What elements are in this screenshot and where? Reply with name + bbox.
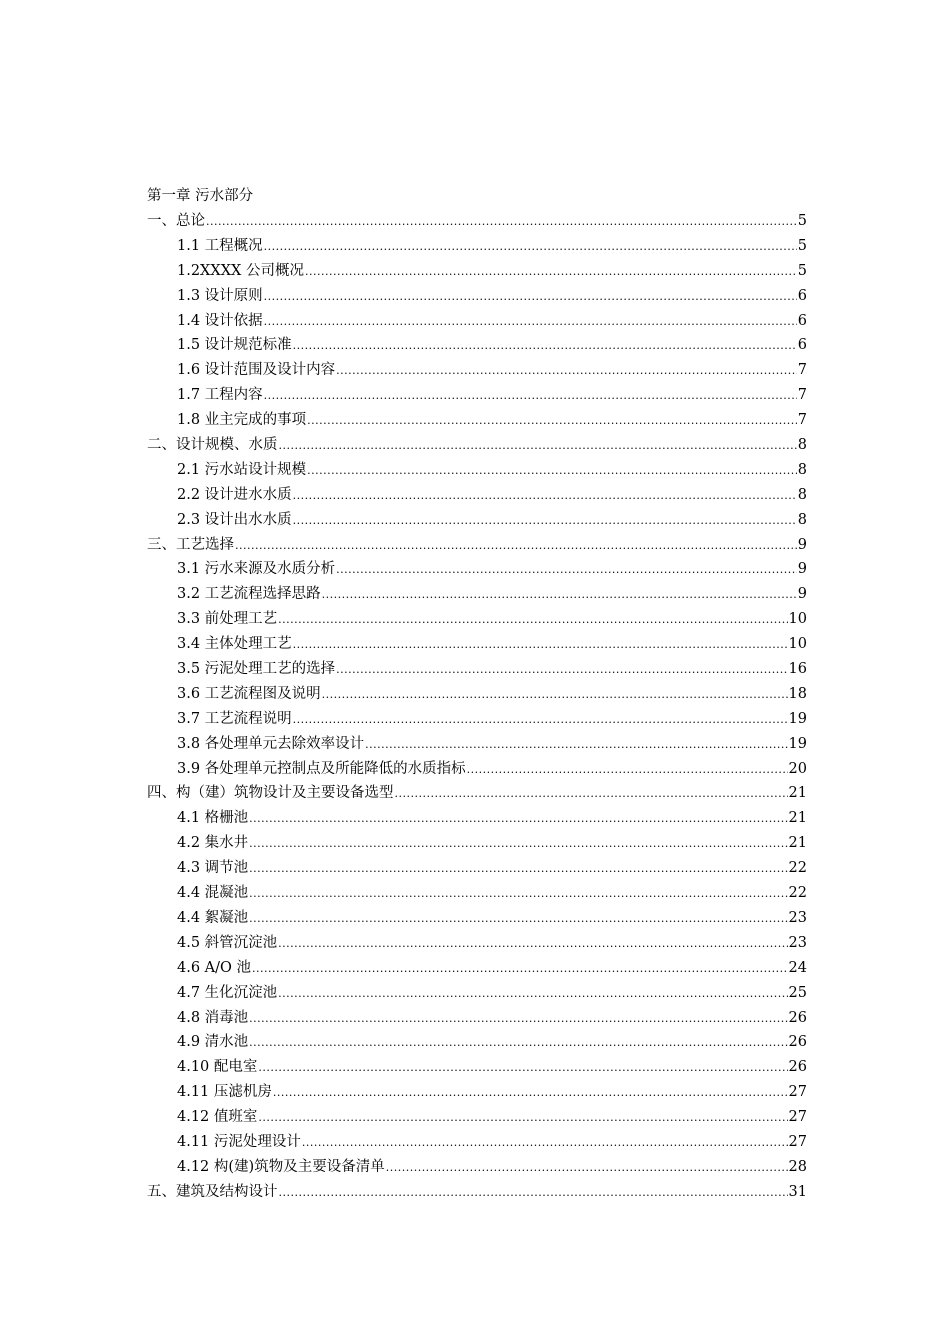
toc-entry-title: 4.4 絮凝池 — [177, 909, 249, 926]
toc-dot-leader — [252, 957, 788, 982]
toc-page-number: 7 — [797, 387, 807, 404]
toc-dot-leader — [305, 260, 797, 285]
toc-entry-title: 3.8 各处理单元去除效率设计 — [177, 735, 365, 752]
toc-dot-leader — [249, 832, 787, 857]
toc-entry-title: 1.5 设计规范标准 — [177, 337, 292, 354]
toc-entry-title: 4.11 污泥处理设计 — [177, 1133, 301, 1150]
toc-entry-title: 4.4 混凝池 — [177, 885, 249, 902]
toc-dot-leader — [302, 1131, 788, 1156]
toc-dot-leader — [307, 459, 797, 484]
toc-entry-title: 三、工艺选择 — [147, 536, 234, 553]
toc-entry-title: 4.12 值班室 — [177, 1109, 258, 1126]
toc-page-number: 22 — [788, 885, 807, 902]
toc-subsection-entry[interactable] — [147, 259, 807, 284]
toc-entry-title: 4.9 清水池 — [177, 1034, 249, 1051]
toc-page-number: 21 — [788, 785, 807, 802]
toc-subsection-entry[interactable] — [147, 682, 807, 707]
toc-page-number: 27 — [788, 1109, 807, 1126]
toc-subsection-entry[interactable] — [147, 956, 807, 981]
toc-subsection-entry[interactable] — [147, 408, 807, 433]
toc-dot-leader — [264, 285, 797, 310]
toc-subsection-entry[interactable] — [147, 1030, 807, 1055]
toc-page-number: 8 — [797, 437, 807, 454]
toc-subsection-entry[interactable] — [147, 309, 807, 334]
toc-dot-leader — [249, 882, 787, 907]
toc-page-number: 27 — [788, 1133, 807, 1150]
toc-dot-leader — [293, 633, 788, 658]
toc-entry-title: 1.1 工程概况 — [177, 237, 263, 254]
toc-entry-title: 2.2 设计进水水质 — [177, 486, 292, 503]
toc-page-number: 5 — [797, 213, 807, 229]
toc-page-number: 22 — [788, 860, 807, 877]
toc-subsection-entry[interactable] — [147, 906, 807, 931]
toc-page-number: 8 — [797, 511, 807, 528]
toc-page-number: 19 — [788, 735, 807, 752]
toc-subsection-entry[interactable] — [147, 1155, 807, 1180]
toc-subsection-entry[interactable] — [147, 582, 807, 607]
toc-page-number: 8 — [797, 486, 807, 503]
toc-entry-title: 2.3 设计出水水质 — [177, 511, 292, 528]
toc-page-number: 23 — [788, 909, 807, 926]
toc-subsection-entry[interactable] — [147, 1006, 807, 1031]
toc-entry-title: 二、设计规模、水质 — [147, 437, 278, 454]
toc-list — [147, 209, 807, 1205]
toc-entry-title: 3.2 工艺流程选择思路 — [177, 586, 321, 603]
toc-section-entry[interactable] — [147, 209, 807, 234]
toc-page-number: 18 — [788, 685, 807, 702]
toc-subsection-entry[interactable] — [147, 707, 807, 732]
toc-dot-leader — [322, 683, 788, 708]
toc-dot-leader — [467, 758, 788, 783]
toc-page-number: 5 — [797, 262, 807, 279]
toc-dot-leader — [386, 1156, 788, 1181]
toc-dot-leader — [293, 334, 797, 359]
toc-dot-leader — [249, 1007, 787, 1032]
toc-entry-title: 1.8 业主完成的事项 — [177, 412, 307, 429]
toc-entry-title: 3.9 各处理单元控制点及所能降低的水质指标 — [177, 760, 466, 777]
toc-page-number: 19 — [788, 710, 807, 727]
toc-page-number: 25 — [788, 984, 807, 1001]
toc-entry-title: 一、总论 — [147, 213, 205, 229]
toc-page-number: 6 — [797, 337, 807, 354]
toc-section-entry[interactable] — [147, 433, 807, 458]
toc-subsection-entry[interactable] — [147, 931, 807, 956]
toc-page-number: 6 — [797, 287, 807, 304]
toc-entry-title: 4.8 消毒池 — [177, 1009, 249, 1026]
toc-entry-title: 1.3 设计原则 — [177, 287, 263, 304]
toc-dot-leader — [395, 782, 788, 807]
toc-section-entry[interactable] — [147, 1180, 807, 1205]
toc-dot-leader — [278, 932, 787, 957]
toc-page-number: 31 — [788, 1183, 807, 1200]
toc-entry-title: 3.3 前处理工艺 — [177, 611, 278, 628]
toc-page-number: 10 — [788, 636, 807, 653]
toc-entry-title: 1.7 工程内容 — [177, 387, 263, 404]
toc-entry-title: 4.1 格栅池 — [177, 810, 249, 827]
toc-entry-title: 3.5 污泥处理工艺的选择 — [177, 661, 336, 678]
toc-entry-title: 3.1 污水来源及水质分析 — [177, 561, 336, 578]
toc-entry-title: 4.6 A/O 池 — [177, 959, 252, 976]
toc-page-number: 5 — [797, 237, 807, 254]
toc-entry-title: 1.6 设计范围及设计内容 — [177, 362, 336, 379]
toc-page-number: 26 — [788, 1009, 807, 1026]
toc-subsection-entry[interactable] — [147, 831, 807, 856]
toc-entry-title: 3.4 主体处理工艺 — [177, 636, 292, 653]
toc-subsection-entry[interactable] — [147, 383, 807, 408]
toc-subsection-entry[interactable] — [147, 483, 807, 508]
toc-dot-leader — [279, 434, 797, 459]
toc-dot-leader — [365, 733, 787, 758]
toc-page-number: 23 — [788, 934, 807, 951]
toc-page-number: 28 — [788, 1158, 807, 1175]
toc-dot-leader — [336, 558, 797, 583]
toc-page-number: 7 — [797, 362, 807, 379]
toc-entry-title: 2.1 污水站设计规模 — [177, 461, 307, 478]
toc-entry-title: 4.11 压滤机房 — [177, 1084, 272, 1101]
toc-subsection-entry[interactable] — [147, 333, 807, 358]
toc-dot-leader — [249, 807, 787, 832]
toc-page-number: 27 — [788, 1084, 807, 1101]
toc-entry-title: 4.3 调节池 — [177, 860, 249, 877]
toc-entry-title: 4.12 构(建)筑物及主要设备清单 — [177, 1158, 385, 1175]
toc-page-number: 21 — [788, 810, 807, 827]
toc-subsection-entry[interactable] — [147, 284, 807, 309]
toc-subsection-entry[interactable] — [147, 1130, 807, 1155]
chapter-title: 第一章 污水部分 — [147, 188, 254, 204]
toc-subsection-entry[interactable] — [147, 657, 807, 682]
toc-subsection-entry[interactable] — [147, 981, 807, 1006]
toc-entry-title: 4.2 集水井 — [177, 835, 249, 852]
toc-dot-leader — [249, 907, 787, 932]
toc-dot-leader — [249, 1031, 787, 1056]
toc-subsection-entry[interactable] — [147, 632, 807, 657]
toc-entry-title: 3.7 工艺流程说明 — [177, 710, 292, 727]
toc-page-number: 8 — [797, 461, 807, 478]
toc-subsection-entry[interactable] — [147, 234, 807, 259]
toc-page-number: 16 — [788, 661, 807, 678]
toc-section-entry[interactable] — [147, 533, 807, 558]
toc-dot-leader — [273, 1081, 788, 1106]
toc-entry-title: 4.10 配电室 — [177, 1059, 258, 1076]
toc-entry-title: 3.6 工艺流程图及说明 — [177, 685, 321, 702]
table-of-contents — [147, 184, 807, 1205]
toc-section-entry[interactable] — [147, 781, 807, 806]
toc-dot-leader — [264, 235, 797, 260]
toc-entry-title: 五、建筑及结构设计 — [147, 1183, 278, 1200]
toc-page-number: 24 — [788, 959, 807, 976]
toc-page-number: 7 — [797, 412, 807, 429]
toc-subsection-entry[interactable] — [147, 806, 807, 831]
toc-entry-title: 4.7 生化沉淀池 — [177, 984, 278, 1001]
toc-subsection-entry[interactable] — [147, 732, 807, 757]
toc-dot-leader — [278, 608, 787, 633]
toc-subsection-entry[interactable] — [147, 1105, 807, 1130]
toc-page-number: 9 — [797, 561, 807, 578]
toc-entry-title: 四、构（建）筑物设计及主要设备选型 — [147, 785, 394, 802]
toc-page-number: 9 — [797, 536, 807, 553]
toc-page-number: 26 — [788, 1059, 807, 1076]
toc-entry-title: 4.5 斜管沉淀池 — [177, 934, 278, 951]
toc-subsection-entry[interactable] — [147, 1080, 807, 1105]
toc-subsection-entry[interactable] — [147, 1055, 807, 1080]
toc-dot-leader — [249, 857, 787, 882]
toc-dot-leader — [336, 658, 787, 683]
toc-dot-leader — [278, 982, 787, 1007]
toc-dot-leader — [293, 708, 788, 733]
toc-dot-leader — [206, 210, 797, 235]
toc-entry-title: 1.2XXXX 公司概况 — [177, 262, 304, 279]
toc-dot-leader — [336, 359, 797, 384]
toc-subsection-entry[interactable] — [147, 358, 807, 383]
toc-page-number: 9 — [797, 586, 807, 603]
toc-subsection-entry[interactable] — [147, 607, 807, 632]
toc-dot-leader — [264, 310, 797, 335]
toc-dot-leader — [307, 409, 797, 434]
toc-dot-leader — [293, 484, 797, 509]
toc-subsection-entry[interactable] — [147, 757, 807, 782]
toc-dot-leader — [264, 384, 797, 409]
toc-page-number: 21 — [788, 835, 807, 852]
toc-page-number: 6 — [797, 312, 807, 329]
toc-dot-leader — [322, 583, 797, 608]
toc-subsection-entry[interactable] — [147, 508, 807, 533]
toc-page-number: 26 — [788, 1034, 807, 1051]
toc-subsection-entry[interactable] — [147, 881, 807, 906]
toc-entry-title: 1.4 设计依据 — [177, 312, 263, 329]
toc-dot-leader — [279, 1181, 788, 1206]
toc-dot-leader — [258, 1106, 787, 1131]
toc-page-number: 10 — [788, 611, 807, 628]
toc-subsection-entry[interactable] — [147, 856, 807, 881]
toc-dot-leader — [293, 509, 797, 534]
toc-dot-leader — [235, 534, 797, 559]
toc-subsection-entry[interactable] — [147, 458, 807, 483]
toc-page-number: 20 — [788, 760, 807, 777]
toc-subsection-entry[interactable] — [147, 557, 807, 582]
toc-dot-leader — [258, 1056, 787, 1081]
